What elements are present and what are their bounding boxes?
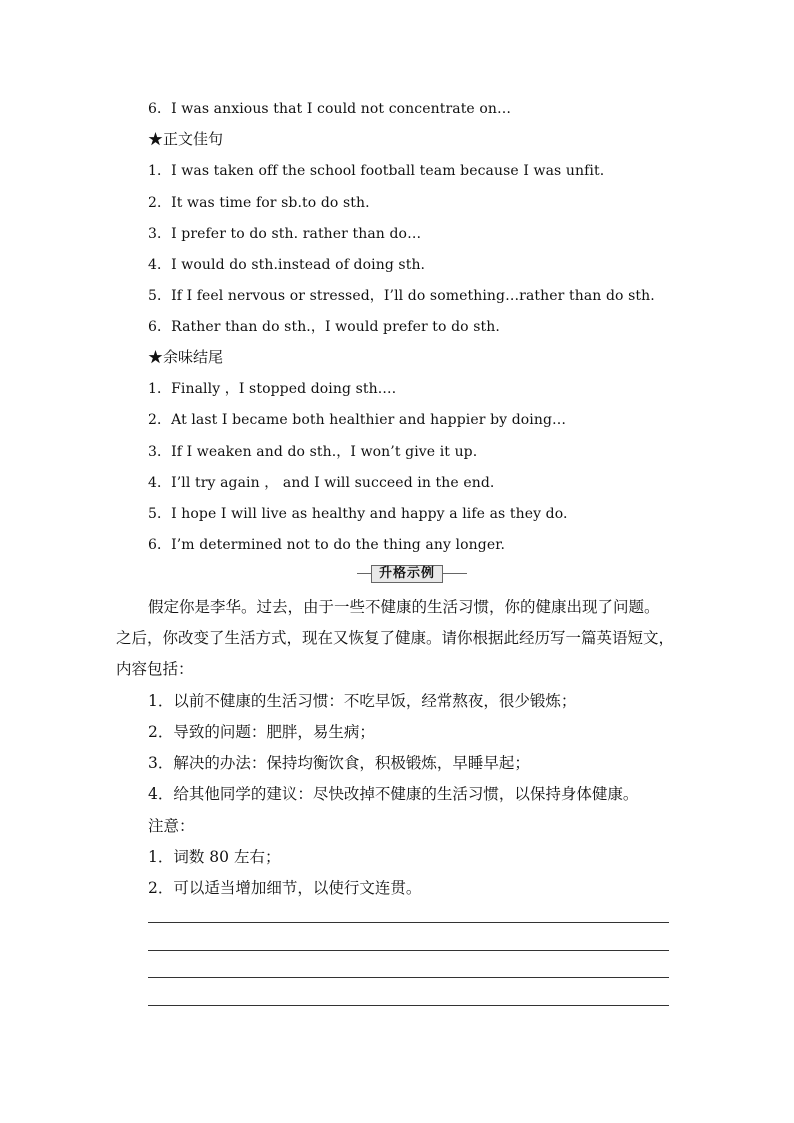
list-item: 6．I was anxious that I could not concentrate on… xyxy=(148,101,512,117)
prompt-intro: 之后，你改变了生活方式，现在又恢复了健康。请你根据此经历写一篇英语短文， xyxy=(116,629,675,647)
list-item: 4．I’ll try again ， and I will succeed in the end. xyxy=(148,475,495,491)
prompt-intro: 内容包括： xyxy=(116,660,194,678)
prompt-intro: 假定你是李华。过去，由于一些不健康的生活习惯，你的健康出现了问题。 xyxy=(148,598,660,616)
list-item: 2．It was time for sb.to do sth. xyxy=(148,195,370,211)
prompt-point: 1．以前不健康的生活习惯：不吃早饭，经常熬夜，很少锻炼； xyxy=(148,692,577,710)
writing-line[interactable] xyxy=(148,950,669,951)
writing-line[interactable] xyxy=(148,977,669,978)
list-item: 4．I would do sth.instead of doing sth. xyxy=(148,257,426,273)
list-item: 5．If I feel nervous or stressed，I’ll do something…rather than do sth. xyxy=(148,288,655,304)
list-item: 1．Finally ，I stopped doing sth.… xyxy=(148,381,397,397)
section-badge xyxy=(357,565,467,583)
section-heading-ending: ★余味结尾 xyxy=(148,348,224,366)
list-item: 6．I’m determined not to do the thing any longer. xyxy=(148,537,506,553)
list-item: 2．At last I became both healthier and happier by doing… xyxy=(148,412,567,428)
notes-label: 注意： xyxy=(148,817,195,835)
section-heading-body: ★正文佳句 xyxy=(148,130,224,148)
list-item: 3．If I weaken and do sth.，I won’t give it up. xyxy=(148,444,478,460)
writing-line[interactable] xyxy=(148,1005,669,1006)
prompt-point: 3．解决的办法：保持均衡饮食，积极锻炼，早睡早起； xyxy=(148,754,530,772)
note-item: 2．可以适当增加细节，以使行文连贯。 xyxy=(148,879,422,897)
prompt-point: 4．给其他同学的建议：尽快改掉不健康的生活习惯，以保持身体健康。 xyxy=(148,785,639,803)
badge-label: 升格示例 xyxy=(371,565,443,583)
list-item: 5．I hope I will live as healthy and happy a life as they do. xyxy=(148,506,568,522)
list-item: 3．I prefer to do sth. rather than do… xyxy=(148,226,422,242)
list-item: 6．Rather than do sth.，I would prefer to do sth. xyxy=(148,319,500,335)
note-item: 1．词数 80 左右； xyxy=(148,848,281,866)
list-item: 1．I was taken off the school football team because I was unfit. xyxy=(148,163,605,179)
prompt-point: 2．导致的问题：肥胖，易生病； xyxy=(148,723,375,741)
writing-line[interactable] xyxy=(148,922,669,923)
